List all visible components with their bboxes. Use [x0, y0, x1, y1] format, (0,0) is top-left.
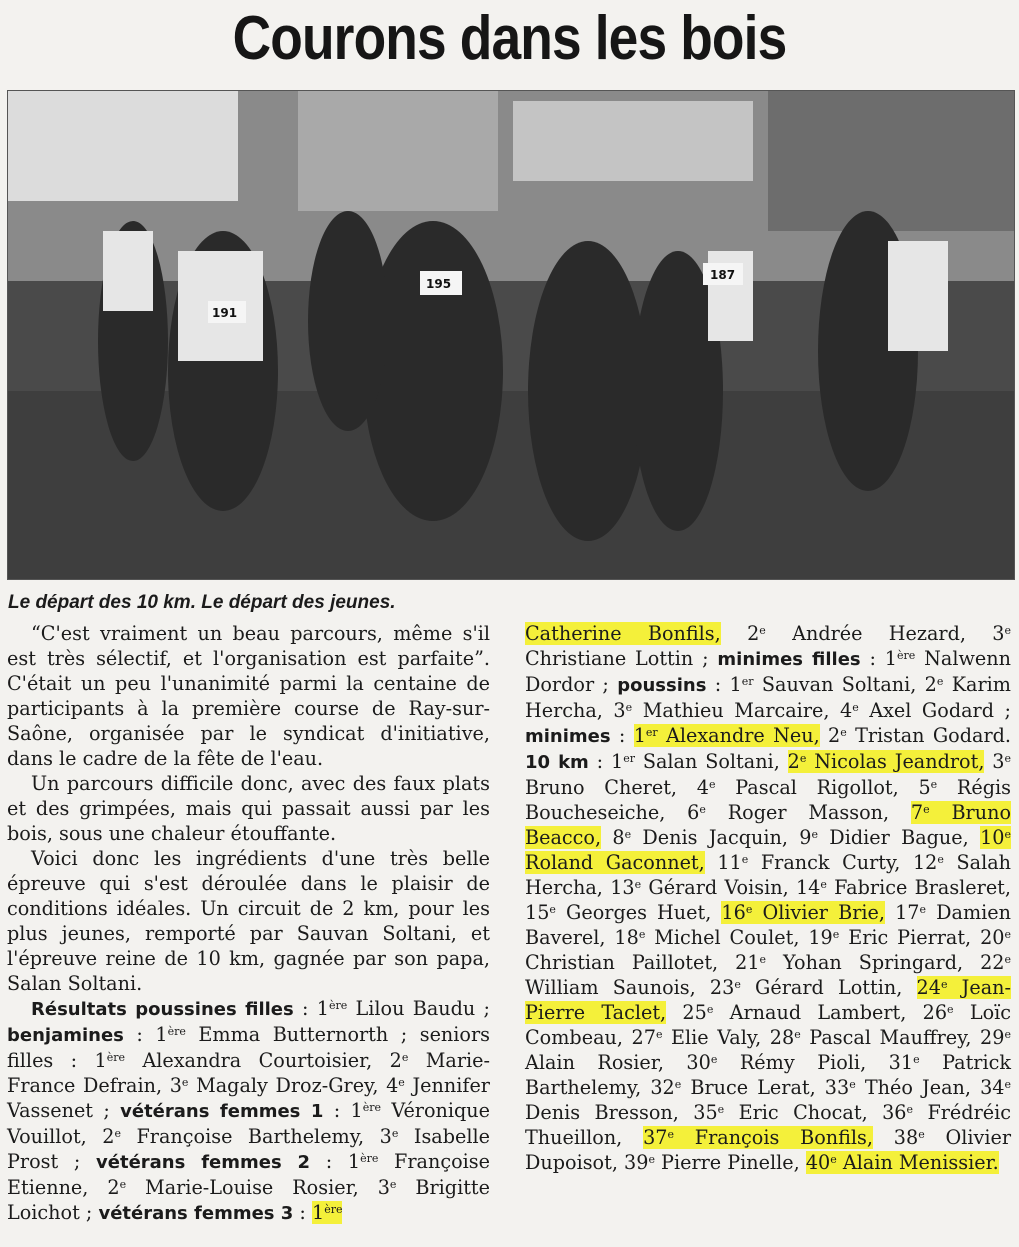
- paragraph-1: “C'est vraiment un beau parcours, même s'il est très sélectif, et l'organisation est parfaite”. C'était un peu l'unanimité parmi la centaine de participants à la première course de Ray-sur-Saône, organisée par le syndicat d'initiative, dans le cadre de la fête de l'eau.: [7, 622, 490, 770]
- article-column-left: [7, 621, 490, 1226]
- race-start-photo: [7, 90, 1015, 580]
- bib-191: 191: [212, 306, 238, 320]
- paragraph-3: Voici donc les ingrédients d'une très belle épreuve qui s'est déroulée dans le plaisir de conditions idéales. Un circuit de 2 km, pour les plus jeunes, remporté par Sauvan Soltani, et l'épreuve reine de 10 km, gagnée par son papa, Salan Soltani.: [7, 847, 490, 995]
- article-column-right: [525, 621, 1011, 1175]
- paragraph-2: Un parcours difficile donc, avec des faux plats et des grimpées, mais qui passait aussi par les bois, sous une chaleur étouffante.: [7, 772, 490, 845]
- results-paragraph: Résultats poussines filles : 1ère Lilou Baudu ; benjamines : 1ère Emma Butternorth ; seniors filles : 1ère Alexandra Courtoisier, 2e Marie-France Defrain, 3e Magaly Droz-Grey, 4e Jennifer Vassenet ; vétérans femmes 1 : 1ère Véronique Vouillot, 2e Françoise Barthelemy, 3e Isabelle Prost ; vétérans femmes 2 : 1ère Françoise Etienne, 2e Marie-Louise Rosier, 3e Brigitte Loichot ; vétérans femmes 3 : 1ère: [7, 997, 491, 1224]
- bib-195: 195: [426, 277, 452, 291]
- headline: Courons dans les bois: [232, 4, 787, 73]
- photo-caption: Le départ des 10 km. Le départ des jeunes.: [8, 592, 396, 613]
- results-continued: Catherine Bonfils, 2e Andrée Hezard, 3e Christiane Lottin ; minimes filles : 1ère Nalwenn Dordor ; poussins : 1er Sauvan Soltani, 2e Karim Hercha, 3e Mathieu Marcaire, 4e Axel Godard ; minimes : 1er Alexandre Neu, 2e Tristan Godard. 10 km : 1er Salan Soltani, 2e Nicolas Jeandrot, 3e Bruno Cheret, 4e Pascal Rigollot, 5e Régis Boucheseiche, 6e Roger Masson, 7e Bruno Beacco, 8e Denis Jacquin, 9e Didier Bague, 10e Roland Gaconnet, 11e Franck Curty, 12e Salah Hercha, 13e Gérard Voisin, 14e Fabrice Brasleret, 15e Georges Huet, 16e Olivier Brie, 17e Damien Baverel, 18e Michel Coulet, 19e Eric Pierrat, 20e Christian Paillotet, 21e Yohan Springard, 22e William Saunois, 23e Gérard Lottin, 24e Jean-Pierre Taclet, 25e Arnaud Lambert, 26e Loïc Combeau, 27e Elie Valy, 28e Pascal Mauffrey, 29e Alain Rosier, 30e Rémy Pioli, 31e Patrick Barthelemy, 32e Bruce Lerat, 33e Théo Jean, 34e Denis Bresson, 35e Eric Chocat, 36e Frédréic Thueillon, 37e François Bonfils, 38e Olivier Dupoisot, 39e Pierre Pinelle, 40e Alain Menissier.: [525, 622, 1012, 1174]
- bib-187: 187: [710, 268, 736, 282]
